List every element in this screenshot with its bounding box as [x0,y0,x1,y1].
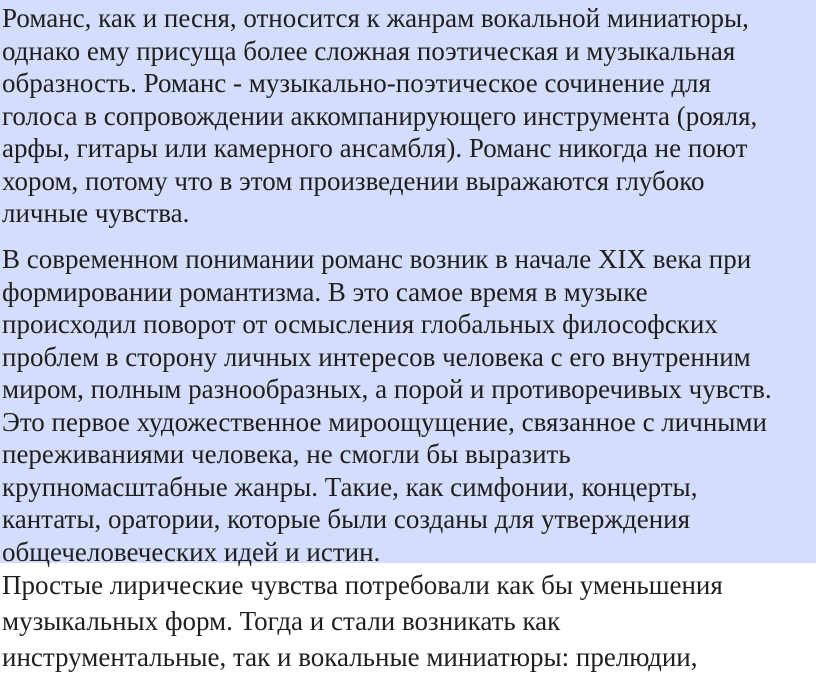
text-line: переживаниями человека, не смогли бы выразить [2,439,571,469]
text-line: Это первое художественное мироощущение, связанное с личными [2,406,767,437]
text-line: Романс, как и песня, относится к жанрам вокальной миниатюры, [2,3,749,33]
text-line: инструментальные, так и вокальные миниатюры: прелюдии, [2,642,698,672]
text-line: крупномасштабные жанры. Такие, как симфонии, концерты, [2,471,698,502]
paragraph-romance-definition [2,2,757,230]
text-line: проблем в сторону личных интересов человека с его внутренним [2,341,751,372]
text-line: Простые лирические чувства потребовали как бы уменьшения [2,570,723,600]
text-line: однако ему присуща более сложная поэтическая и музыкальная [2,35,736,66]
paragraph-romance-history [2,243,772,568]
text-line: В современном понимании романс возник в начале XIX века при [2,244,752,274]
text-line: формировании романтизма. В это самое время в музыке [2,276,648,307]
text-line: голоса в сопровождении аккомпанирующего инструмента (рояля, [2,100,758,131]
text-line: кантаты, оратории, которые были созданы для утверждения [2,504,691,534]
text-line: хором, потому что в этом произведении выражаются глубоко [2,165,705,196]
text-line: арфы, гитары или камерного ансамбля). Романс никогда не поют [2,133,748,163]
text-line: общечеловеческих идей и истин. [2,536,381,567]
paragraph-miniatures [2,567,723,675]
text-line: происходил поворот от осмысления глобальных философских [2,309,718,339]
text-line: музыкальных форм. Тогда и стали возникать как [2,606,561,636]
text-line: образность. Романс - музыкально-поэтическое сочинение для [2,68,711,98]
text-line: миром, полным разнообразных, а порой и противоречивых чувств. [2,374,772,404]
text-line: личные чувства. [2,198,190,228]
